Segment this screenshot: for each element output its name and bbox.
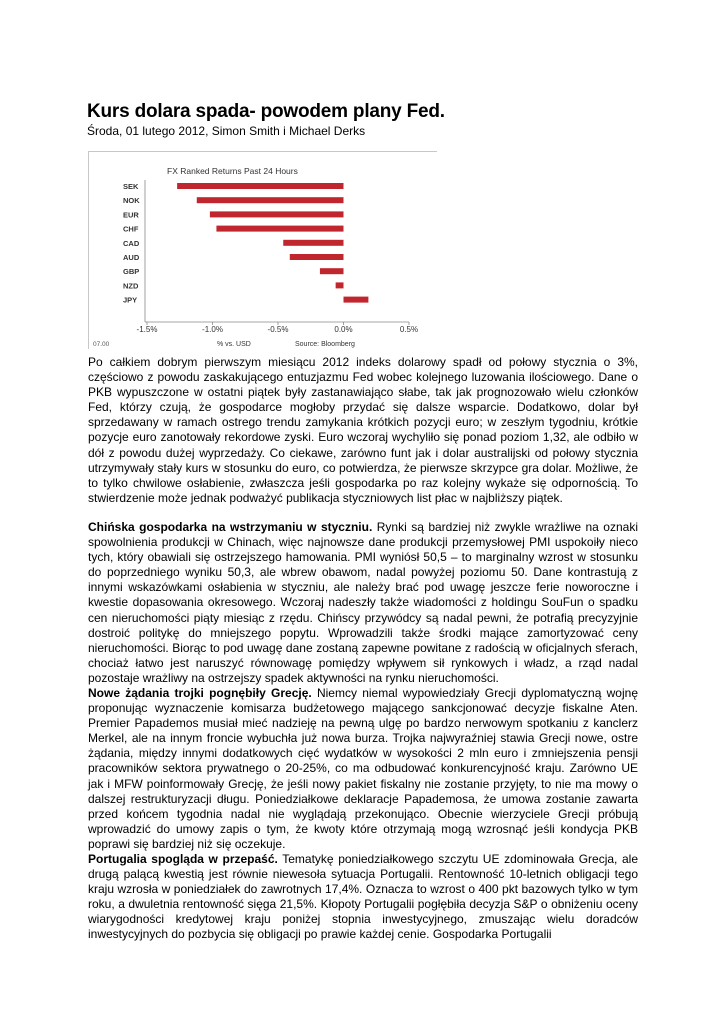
chart-bar: [177, 183, 343, 189]
chart-x-axis-label: % vs. USD: [217, 341, 251, 348]
paragraph-portugal-text: Tematykę poniedziałkowego szczytu UE zdominowała Grecja, ale drugą palącą kwestią jest równie niewesoła sytuacja Portugalii. Rentowność 10-letnich obligacji tego kraju wzrosła w poniedziałek do zawrotnych 17,4%. Oznacza to wzrost o 400 pkt bazowych tylko w tym roku, a dwuletnia rentowność sięga 21,5%. Kłopoty Portugalii pogłębiła decyzja S&P o obniżeniu oceny wiarygodności kredytowej kraju poniżej stopnia inwestycyjnego, zmuszając wielu doradców inwestycyjnych do pozbycia się obligacji po prawie każdej cenie. Gospodarka Portugalii: [88, 852, 639, 942]
chart-x-tick-label: -1.5%: [136, 325, 158, 334]
fx-chart: [88, 151, 437, 349]
chart-title: FX Ranked Returns Past 24 Hours: [167, 166, 298, 176]
chart-category-label: CHF: [123, 224, 139, 234]
chart-bar: [210, 211, 344, 217]
chart-bar: [283, 240, 343, 246]
paragraph-greece-text: Niemcy niemal wypowiedziały Grecji dyplomatyczną wojnę proponując wyznaczenie komisarza budżetowego mającego sankcjonować decyzje fiskalne Aten. Premier Papademos musiał mieć nadzieję na pewną ulgę po bardzo nerwowym spotkaniu z kanclerz Merkel, ale na innym froncie wybuchła już nowa burza. Trojka najwyraźniej stawia Grecji nowe, ostre żądania, między innymi dodatkowych cięć wydatków w wysokości 2 mln euro i zmniejszenia pensji pracowników sektora prywatnego o 20-25%, co ma odbudować konkurencyjność kraju. Zarówno UE jak i MFW poinformowały Grecję, że jeśli nowy pakiet fiskalny nie zostanie przyjęty, to nie ma mowy o dalszej restrukturyzacji długu. Poniedziałkowe deklaracje Papademosa, że umowa zostanie zawarta przed końcem tygodnia nadal nie wyglądają przekonująco. Obecnie wierzyciele Grecji próbują wprowadzić do umowy zapis o tym, że kwoty które otrzymają mogą wzrosnąć jeśli kondycja PKB poprawi się bardziej niż się oczekuje.: [88, 685, 638, 851]
chart-category-label: AUD: [123, 253, 140, 262]
chart-x-tick-label: 0.0%: [334, 325, 353, 334]
chart-bar: [344, 297, 369, 303]
paragraph-china: [88, 520, 638, 686]
paragraph-intro: [88, 355, 638, 506]
paragraph-china-text: Rynki są bardziej niż zwykle wrażliwe na oznaki spowolnienia produkcji w Chinach, więc najnowsze dane produkcji przemysłowej PMI uspokoiły nieco tych, który obawiali się ostrzejszego hamowania. PMI wyniósł 50,5 – to marginalny wzrost w stosunku do poprzedniego wyniku 50,3, ale wbrew obawom, nadal powyżej poziomu 50. Dane kontrastują z innymi wskazówkami osłabienia w styczniu, ale należy brać pod uwagę jeszcze ferie noworoczne i kwestie dopasowania okresowego. Wczoraj nadeszły także wiadomości z holdingu SouFun o spadku cen nieruchomości piąty miesiąc z rzędu. Chińscy przywódcy są nadal pewni, że potrafią precyzyjnie dostroić politykę do mniejszego popytu. Wprowadzili także środki mające zamortyzować ceny nieruchomości. Biorąc to pod uwagę dane zostaną zapewne powitane z radością w oficjalnych sferach, chociaż łatwo jest naruszyć równowagę pomiędzy wpływem sił rynkowych i władz, a rząd nadal pozostaje wrażliwy na ostrzejszy spadek aktywności na rynku nieruchomości.: [88, 519, 638, 685]
paragraph-intro-text: Po całkiem dobrym pierwszym miesiącu 2012 indeks dolarowy spadł od połowy stycznia o 3%, częściowo z powodu zaskakującego entuzjazmu Fed wobec kolejnego luzowania ilościowego. Dane o PKB wypuszczone w ostatni piątek były zastanawiająco słabe, tak jak prognozowało wielu członków Fed, którzy czują, że gospodarce mogłoby przydać się dalsze wsparcie. Dodatkowo, dolar był sprzedawany w ramach ostrego trendu zamykania krótkich pozycji euro; w zeszłym tygodniu, krótkie pozycje euro zanotowały rekordowe zyski. Euro wczoraj wychyliło się ponad poziom 1,32, ale odbiło w dół z powodu dużej wyprzedaży. Co ciekawe, zarówno funt jak i dolar australijski od połowy stycznia utrzymywały stały kurs w stosunku do euro, co potwierdza, że pierwsze skrzypce gra dolar. Możliwe, że to tylko chwilowe osłabienie, zwłaszcza jeśli gospodarka po raz kolejny wykaże się odpornością. To stwierdzenie może jednak podważyć publikacja styczniowych list płac w najbliższy piątek.: [88, 355, 638, 505]
chart-category-label: JPY: [123, 295, 138, 305]
chart-category-label: NOK: [123, 196, 140, 206]
paragraph-portugal: [88, 852, 638, 943]
paragraph-china-lead: Chińska gospodarka na wstrzymaniu w styczniu.: [88, 519, 373, 534]
fx-chart-svg: [89, 152, 437, 349]
chart-bar: [336, 282, 344, 288]
article-title: Kurs dolara spada- powodem plany Fed.: [87, 101, 445, 122]
chart-bar: [216, 226, 343, 232]
paragraph-portugal-lead: Portugalia spogląda w przepaść.: [88, 852, 278, 866]
chart-category-label: SEK: [123, 182, 139, 191]
chart-bar: [290, 254, 344, 260]
chart-date: 07.00: [93, 341, 110, 348]
chart-category-label: GBP: [123, 267, 140, 277]
chart-source: Source: Bloomberg: [295, 341, 355, 348]
chart-bar: [197, 197, 344, 203]
paragraph-greece: [88, 686, 638, 852]
chart-x-tick-label: -0.5%: [267, 325, 289, 334]
chart-x-tick-label: -1.0%: [202, 325, 223, 334]
chart-category-label: EUR: [123, 210, 139, 220]
chart-bar: [320, 268, 344, 274]
article-body: [88, 355, 638, 943]
paragraph-greece-lead: Nowe żądania trojki pognębiły Grecję.: [88, 685, 312, 700]
chart-category-label: NZD: [123, 281, 139, 291]
article-byline: Środa, 01 lutego 2012, Simon Smith i Michael Derks: [87, 124, 366, 138]
chart-category-label: CAD: [123, 238, 140, 248]
chart-x-tick-label: 0.5%: [399, 325, 419, 334]
